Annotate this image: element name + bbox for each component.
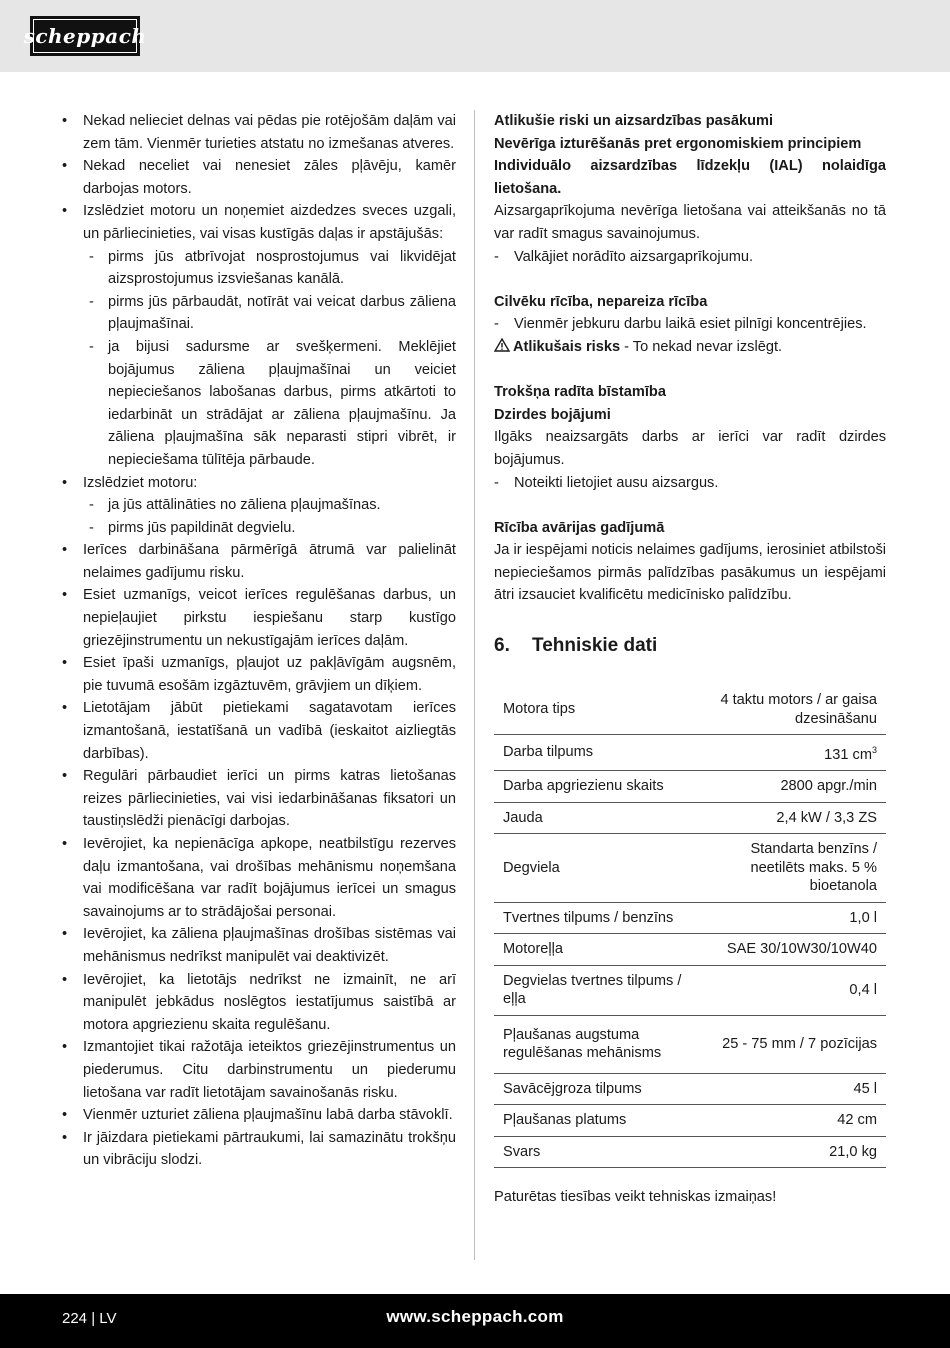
section-number: 6.	[494, 635, 510, 657]
spec-label: Degvielas tvertnes tilpums / eļļa	[494, 965, 702, 1015]
spec-row	[494, 834, 886, 903]
sub-list-item: - pirms jūs atbrīvojat nosprostojumus vai likvidējat aizsprostojumus izsviešanas kanālā.	[83, 246, 456, 291]
spec-value	[702, 1073, 886, 1105]
left-column	[62, 110, 456, 1172]
spec-row	[494, 735, 886, 771]
residual-risk-text: - To nekad nevar izslēgt.	[620, 338, 783, 355]
sub-list-item: - pirms jūs papildināt degvielu.	[83, 517, 456, 540]
sub-list-item: - ja jūs attālināties no zāliena pļaujmašīnas.	[83, 494, 456, 517]
residual-risk-label: Atlikušais risks	[513, 338, 621, 355]
list-item: • Lietotājam jābūt pietiekami sagatavotam ierīces izmantošanā, iestatīšanā un vadībā (ieskaitot aizliegtās darbības).	[62, 697, 456, 765]
spec-value	[702, 934, 886, 966]
spec-label: Tvertnes tilpums / benzīns	[494, 902, 702, 934]
spec-label: Motora tips	[494, 685, 702, 735]
list-item: • Regulāri pārbaudiet ierīci un pirms katras lietošanas reizes pārliecinieties, vai visi iedarbināšanas fiksatori un taustiņslēdži pienācīgi darbojas.	[62, 765, 456, 833]
residual-risks-section	[494, 110, 886, 268]
spec-row	[494, 902, 886, 934]
spec-value	[702, 771, 886, 803]
spec-label: Savācējgroza tilpums	[494, 1073, 702, 1105]
spec-value-text: Standarta benzīns / neetilēts maks. 5 % bioetanola	[750, 841, 877, 895]
spec-label: Pļaušanas platums	[494, 1105, 702, 1137]
spec-value-text: 2,4 kW / 3,3 ZS	[776, 809, 877, 826]
spec-label: Motoreļļa	[494, 934, 702, 966]
spec-label: Svars	[494, 1136, 702, 1168]
list-item: • Esiet īpaši uzmanīgs, pļaujot uz pakļāvīgām augsnēm, pie tuvumā esošām izgāztuvēm, grāvjiem un dīķiem.	[62, 652, 456, 697]
spec-label: Jauda	[494, 802, 702, 834]
noise-section	[494, 381, 886, 494]
list-item	[62, 200, 456, 471]
list-item: • Ierīces darbināšana pārmērīgā ātrumā var palielināt nelaimes gadījumu risku.	[62, 539, 456, 584]
spec-row	[494, 1015, 886, 1073]
sub-list-item: - pirms jūs pārbaudāt, notīrāt vai veicat darbus zāliena pļaujmašīnai.	[83, 291, 456, 336]
list-item: • Ir jāizdara pietiekami pārtraukumi, lai samazinātu trokšņu un vibrāciju slodzi.	[62, 1127, 456, 1172]
spec-row	[494, 685, 886, 735]
brand-logo: scheppach	[30, 16, 140, 56]
spec-value	[702, 834, 886, 903]
spec-value-text: 45 l	[853, 1080, 877, 1097]
spec-value	[702, 1015, 886, 1073]
spec-row	[494, 771, 886, 803]
list-item: • Vienmēr uzturiet zāliena pļaujmašīnu labā darba stāvoklī.	[62, 1104, 456, 1127]
residual-risk-line	[494, 336, 886, 359]
warning-triangle-icon	[494, 338, 510, 352]
spec-row	[494, 965, 886, 1015]
dash-item: - Valkājiet norādīto aizsargaprīkojumu.	[494, 246, 886, 269]
disclaimer-note: Paturētas tiesības veikt tehniskas izmaiņas!	[494, 1189, 777, 1206]
spec-row	[494, 1136, 886, 1168]
spec-row	[494, 934, 886, 966]
list-item: • Izmantojiet tikai ražotāja ieteiktos griezējinstrumentus un piederumus. Citu darbinstrumentu un piederumu lietošana var radīt lietotājam savainošanās risku.	[62, 1036, 456, 1104]
list-item-text: Izslēdziet motoru:	[83, 474, 198, 491]
technical-data-heading	[494, 633, 886, 659]
spec-value-text: 2800 apgr./min	[780, 778, 877, 795]
spec-table	[494, 685, 886, 1168]
sub-list	[83, 246, 456, 472]
list-item: • Nekad nelieciet delnas vai pēdas pie rotējošām daļām vai zem tām. Vienmēr turieties atstatu no izmešanas atveres.	[62, 110, 456, 155]
spec-label: Degviela	[494, 834, 702, 903]
section-title: Tehniskie dati	[532, 635, 658, 657]
spec-value	[702, 735, 886, 771]
spec-value-text: 4 taktu motors / ar gaisa dzesināšanu	[720, 692, 877, 727]
spec-value-text: 0,4 l	[849, 982, 877, 999]
spec-row	[494, 1105, 886, 1137]
emergency-section	[494, 517, 886, 607]
spec-value-superscript: 3	[871, 745, 877, 756]
spec-value-text: SAE 30/10W30/10W40	[726, 941, 877, 958]
spec-label: Pļaušanas augstuma regulēšanas mehānisms	[494, 1015, 702, 1073]
list-item: • Esiet uzmanīgs, veicot ierīces regulēšanas darbus, un nepieļaujiet pirkstu iespiešanu starp kustīgo griezējinstrumentu un nekustīgajām ierīces daļām.	[62, 584, 456, 652]
paragraph: Ilgāks neaizsargāts darbs ar ierīci var radīt dzirdes bojājumus.	[494, 429, 886, 468]
spec-value	[702, 1136, 886, 1168]
section-heading: Cilvēku rīcība, nepareiza rīcība	[494, 293, 708, 310]
column-divider	[474, 110, 475, 1260]
list-item	[62, 472, 456, 540]
dash-item: - Vienmēr jebkuru darbu laikā esiet pilnīgi koncentrējies.	[494, 313, 886, 336]
page-number: 224 | LV	[62, 1310, 117, 1327]
dash-item: - Noteikti lietojiet ausu aizsargus.	[494, 472, 886, 495]
section-heading: Dzirdes bojājumi	[494, 406, 611, 423]
spec-value	[702, 685, 886, 735]
spec-value-text: 25 - 75 mm / 7 pozīcijas	[722, 1036, 877, 1053]
right-column	[494, 110, 886, 1209]
list-item: • Nekad neceliet vai nenesiet zāles pļāvēju, kamēr darbojas motors.	[62, 155, 456, 200]
spec-value	[702, 902, 886, 934]
spec-value-text: 131 cm	[824, 746, 872, 763]
sub-list	[83, 494, 456, 539]
spec-value	[702, 802, 886, 834]
spec-value	[702, 965, 886, 1015]
section-heading: Nevērīga izturēšanās pret ergonomiskiem principiem	[494, 135, 862, 152]
list-item: • Ievērojiet, ka zāliena pļaujmašīnas drošības sistēmas vai mehānismus nedrīkst manipulēt vai deaktivizēt.	[62, 923, 456, 968]
footer-band	[0, 1294, 950, 1348]
section-heading: Atlikušie riski un aizsardzības pasākumi	[494, 113, 774, 129]
list-item-text: Izslēdziet motoru un noņemiet aizdedzes sveces uzgali, un pārliecinieties, vai visas kustīgās daļas ir apstājušās:	[83, 203, 456, 242]
spec-label: Darba apgriezienu skaits	[494, 771, 702, 803]
spec-value-text: 1,0 l	[849, 909, 877, 926]
section-heading: Trokšņa radīta bīstamība	[494, 384, 666, 401]
header-band	[0, 0, 950, 72]
spec-row	[494, 1073, 886, 1105]
paragraph: Aizsargaprīkojuma nevērīga lietošana vai atteikšanās no tā var radīt smagus savainojumus.	[494, 203, 886, 242]
sub-list-item: - ja bijusi sadursme ar svešķermeni. Meklējiet bojājumus zāliena pļaujmašīnai un veiciet nepieciešanos labošanas darbus, pirms atkārtoti to iedarbināt un strādājat ar zāliena pļaujmašīnu. Ja zāliena pļaujmašīna sāk neparasti stipri vibrēt, ir nepieciešama tūlītēja pārbaude.	[83, 336, 456, 472]
paragraph: Ja ir iespējami noticis nelaimes gadījums, ierosiniet atbilstoši nepieciešamos pirmās palīdzības pasākumus un iespējami ātri izsauciet kvalificētu medicīnisko palīdzību.	[494, 542, 886, 604]
section-heading: Individuālo aizsardzības līdzekļu (IAL) nolaidīga lietošana.	[494, 158, 886, 197]
behaviour-section	[494, 291, 886, 359]
list-item: • Ievērojiet, ka lietotājs nedrīkst ne izmainīt, ne arī manipulēt jebkādus noslēgtos iestatījumus saistībā ar motora apgriezienu skaita regulēšanu.	[62, 969, 456, 1037]
spec-value-text: 42 cm	[837, 1112, 877, 1129]
list-item: • Ievērojiet, ka nepienācīga apkope, neatbilstīgu rezerves daļu izmantošana, vai drošības mehānismu noņemšana vai modificēšana var radīt bojājumus ierīcei un smagus savainojums ar to strādājošai personai.	[62, 833, 456, 923]
spec-row	[494, 802, 886, 834]
section-heading: Rīcība avārijas gadījumā	[494, 519, 665, 536]
spec-label: Darba tilpums	[494, 735, 702, 771]
spec-value	[702, 1105, 886, 1137]
spec-value-text: 21,0 kg	[829, 1143, 877, 1160]
website-link[interactable]: www.scheppach.com	[386, 1307, 564, 1326]
